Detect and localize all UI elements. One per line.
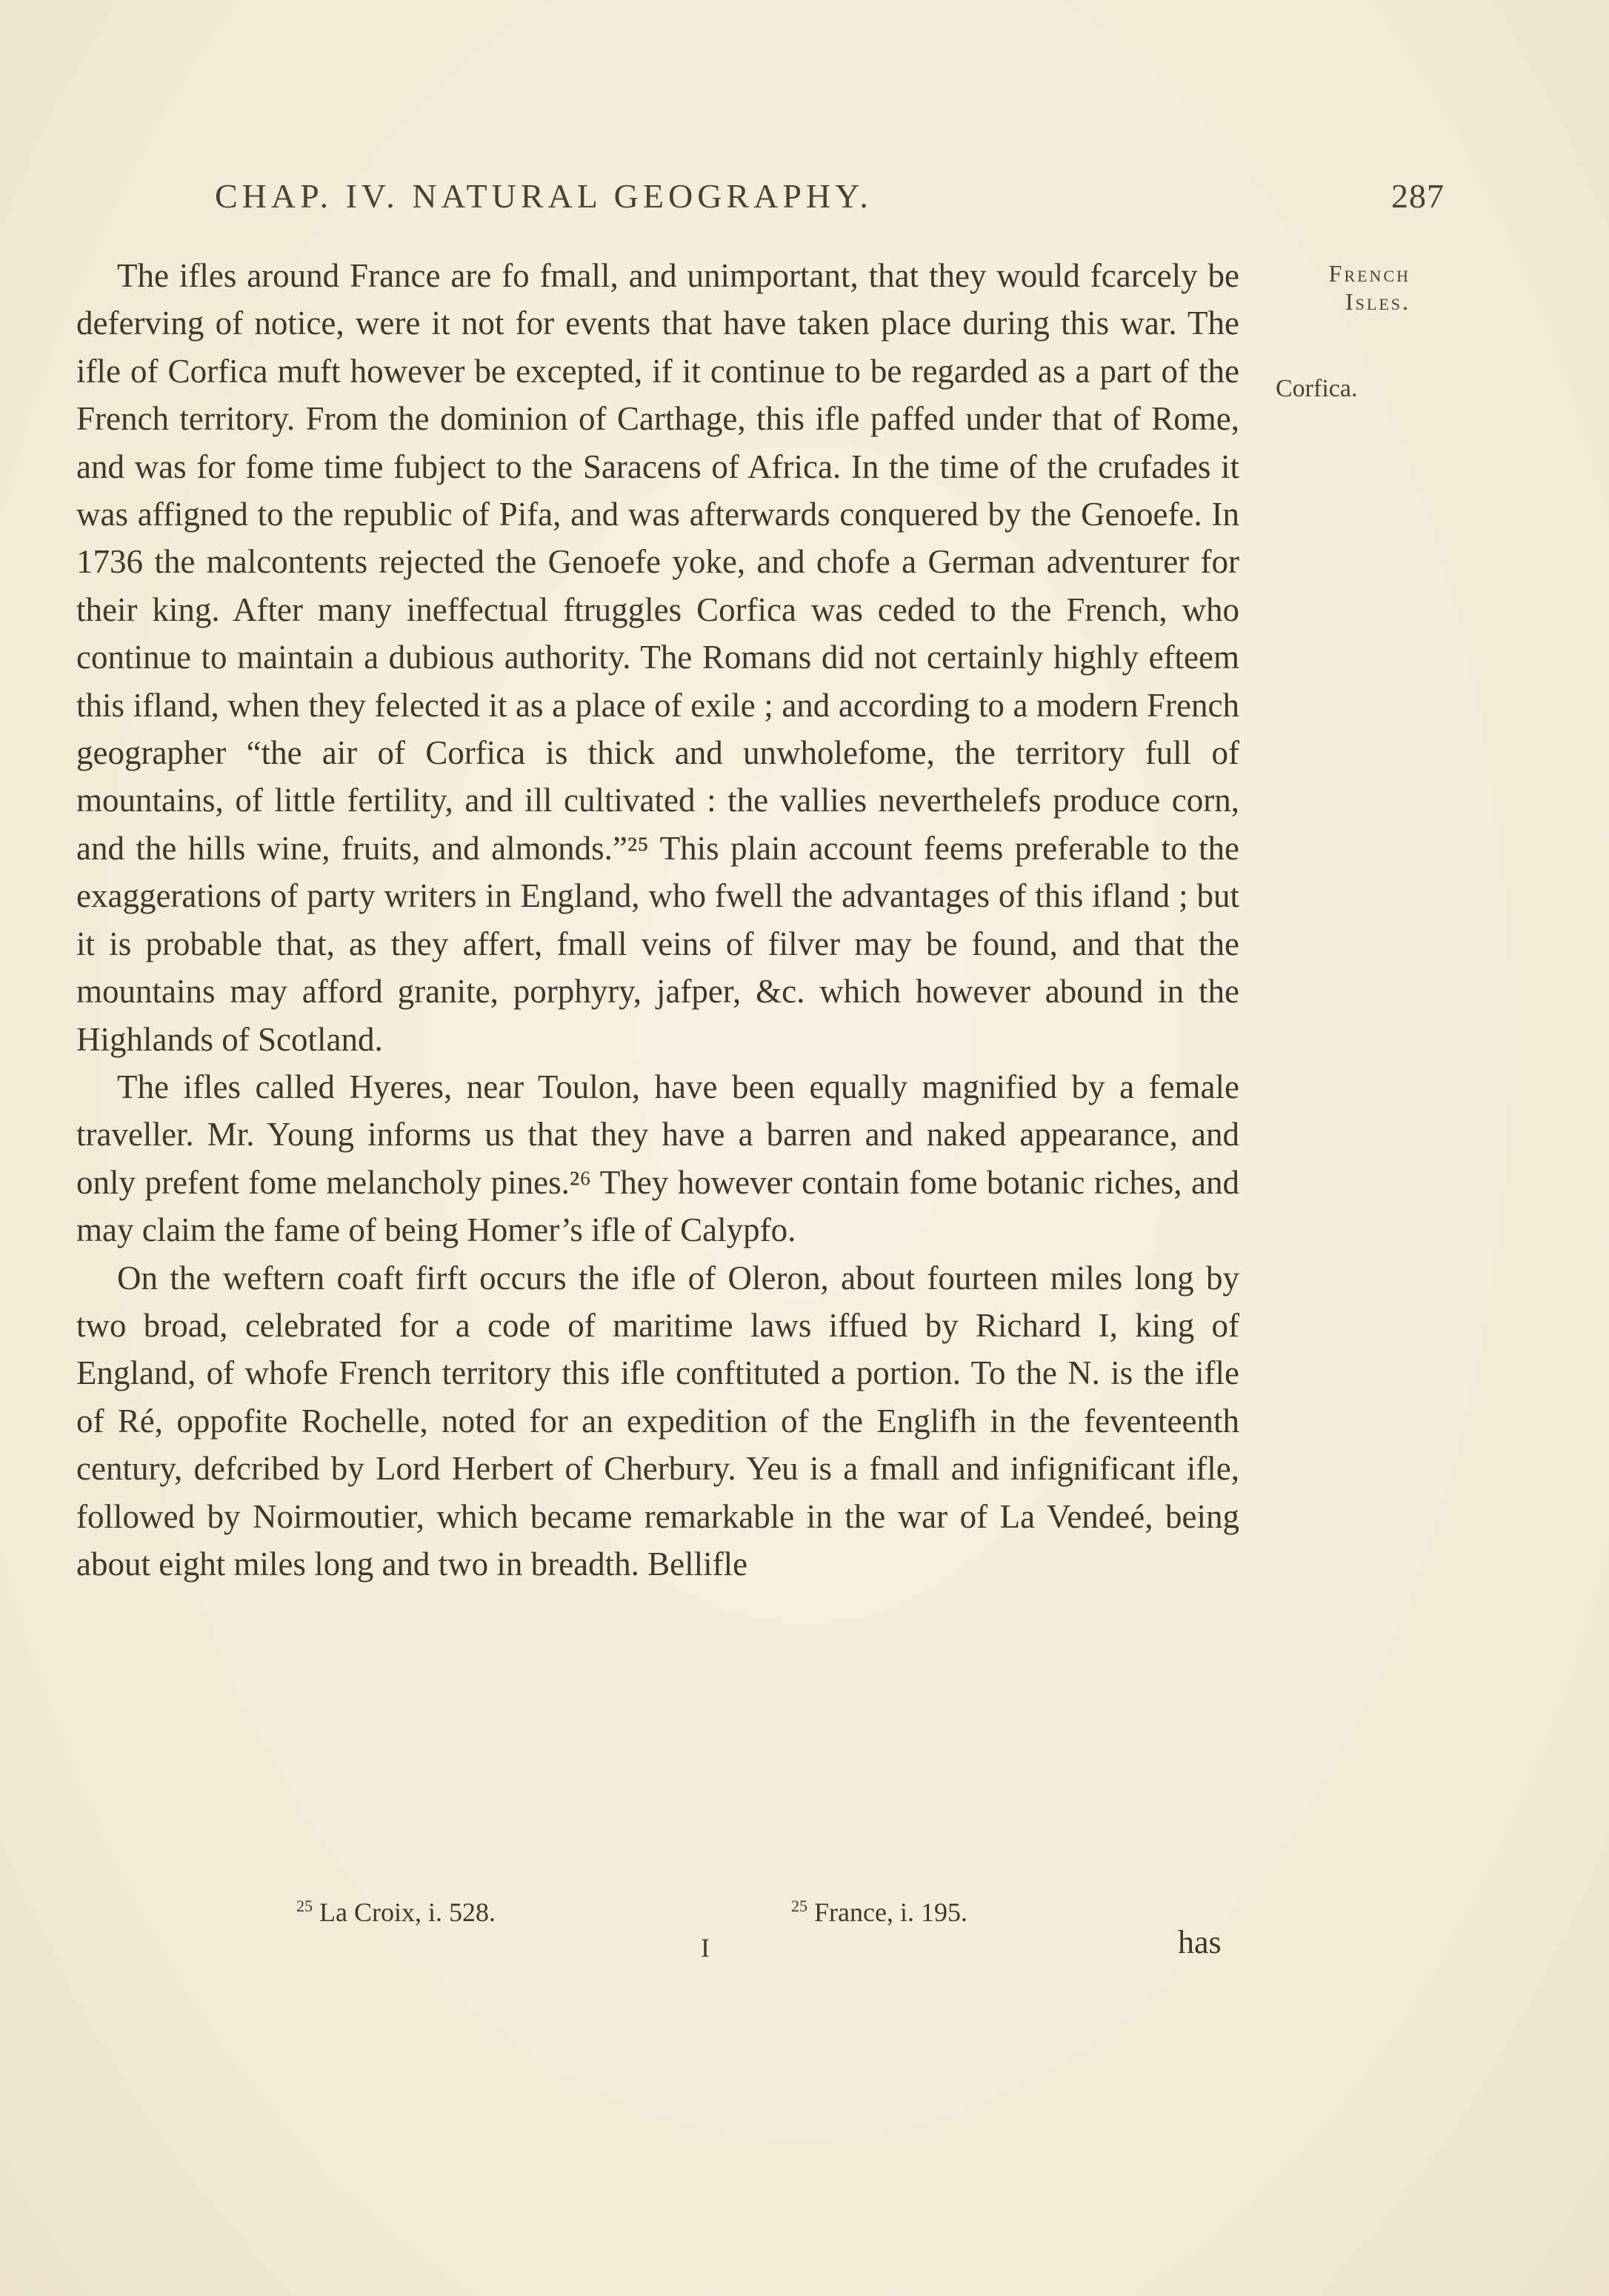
running-head [215, 176, 1445, 221]
footnote-text: France, i. 195. [814, 1897, 967, 1927]
footnote-text: La Croix, i. 528. [319, 1897, 496, 1927]
side-note-corsica: Corfica. [1276, 375, 1358, 402]
paragraph-hyeres: The ifles called Hyeres, near Toulon, have been equally magnified by a female traveller. Mr. Young informs us that they have a barren and naked appearance, and only prefent fome melancholy pines.²⁶ They however contain fome botanic riches, and may claim the fame of being Homer’s ifle of Calypfo. [76, 1068, 1239, 1249]
body-text [76, 252, 1239, 1588]
footnote-mark: 25 [791, 1897, 807, 1915]
chapter-title: CHAP. IV. NATURAL GEOGRAPHY. [215, 177, 873, 215]
paragraph-oleron: On the weftern coaft firft occurs the ifle of Oleron, about fourteen miles long by two broad, celebrated for a code of maritime laws iffued by Richard I, king of England, of whofe French territory this ifle conftituted a portion. To the N. is the ifle of Ré, oppofite Rochelle, noted for an expedition of the Englifh in the feventeenth century, defcribed by Lord Herbert of Cherbury. Yeu is a fmall and infignificant ifle, followed by Noirmoutier, which became remarkable in the war of La Vendeé, being about eight miles long and two in breadth. Bellifle [76, 1259, 1239, 1583]
page-number: 287 [1391, 177, 1445, 215]
signature-mark: I [701, 1933, 710, 1963]
catchword: has [1178, 1924, 1222, 1960]
paragraph-corsica: The ifles around France are fo fmall, and unimportant, that they would fcarcely be deferving of notice, were it not for events that have taken place during this war. The ifle of Corfica muft however be excepted, if it continue to be regarded as a part of the French territory. From the dominion of Carthage, this ifle paffed under that of Rome, and was for fome time fubject to the Saracens of Africa. In the time of the crufades it was affigned to the republic of Pifa, and was afterwards conquered by the Genoefe. In 1736 the malcontents rejected the Genoefe yoke, and chofe a German adventurer for their king. After many ineffectual ftruggles Corfica was ceded to the French, who continue to maintain a dubious authority. The Romans did not certainly highly efteem this ifland, when they felected it as a place of exile ; and according to a modern French geographer “the air of Corfica is thick and unwholefome, the territory full of mountains, of little fertility, and ill cultivated : the vallies neverthelefs produce corn, and the hills wine, fruits, and almonds.”²⁵ This plain account feems preferable to the exaggerations of party writers in England, who fwell the advantages of this ifland ; but it is probable that, as they affert, fmall veins of filver may be found, and that the mountains may afford granite, porphyry, jafper, &c. which however abound in the Highlands of Scotland. [76, 257, 1239, 1058]
footnote-2 [791, 1897, 967, 1928]
footnote-mark: 25 [296, 1897, 313, 1915]
side-note-french-isles: French Isles. [1328, 260, 1410, 315]
footnote-1 [296, 1897, 496, 1928]
